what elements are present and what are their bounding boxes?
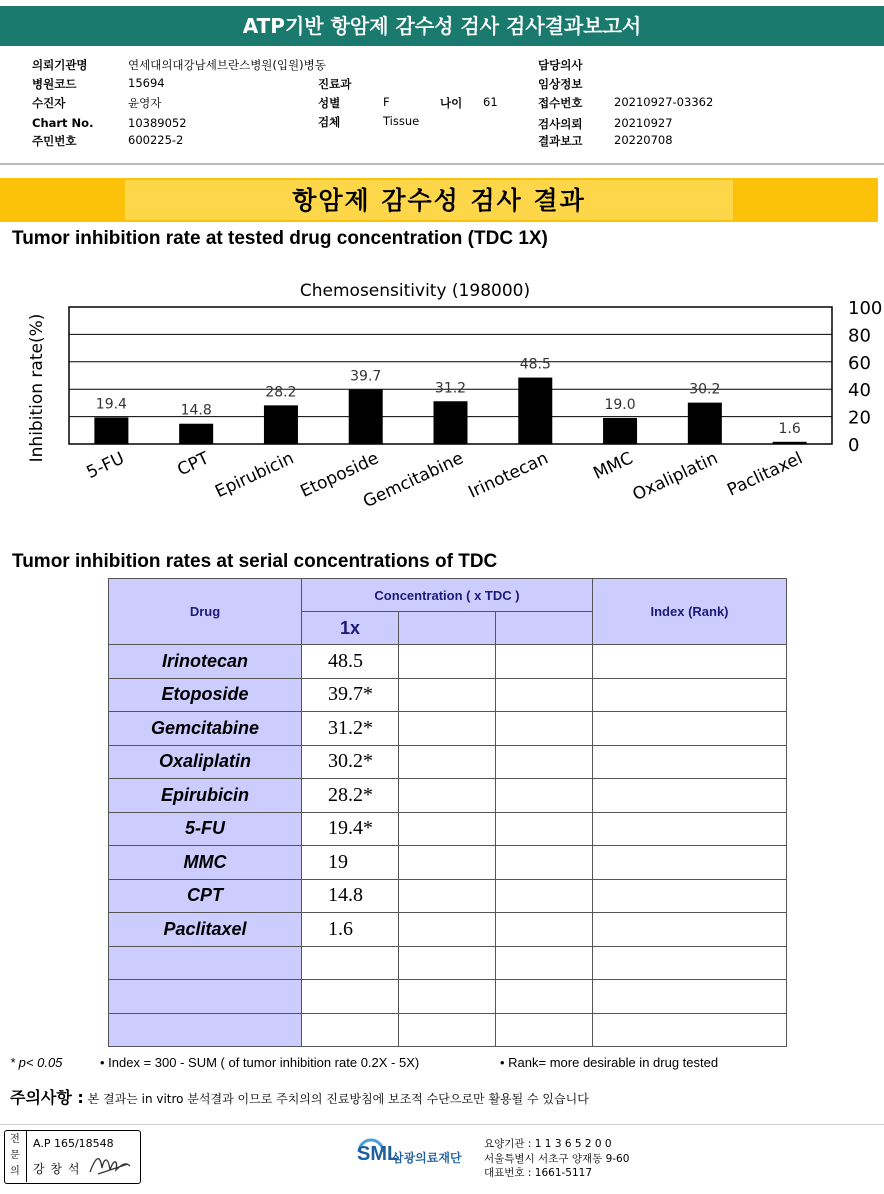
address: 서울특별시 서초구 양재동 9-60 <box>484 1152 630 1165</box>
empty-concentration-cell <box>399 980 496 1014</box>
concentration-header: Concentration ( x TDC ) <box>302 579 593 612</box>
empty-concentration-cell <box>496 678 593 712</box>
table-row <box>109 913 787 947</box>
table-row <box>109 745 787 779</box>
chart-label: Chart No. <box>32 116 94 130</box>
bar-value-label: 28.2 <box>265 384 297 401</box>
patient-value: 윤영자 <box>128 96 162 110</box>
p-value-note: * p< 0.05 <box>10 1055 63 1070</box>
empty-concentration-cell <box>399 846 496 880</box>
bar-value-label: 19.4 <box>95 396 127 413</box>
hospital-code-value: 15694 <box>128 76 165 90</box>
index-rank-cell <box>593 812 787 846</box>
bar <box>264 405 298 444</box>
x-tick-label: Epirubicin <box>212 448 298 503</box>
empty-concentration-cell <box>496 846 593 880</box>
request-value: 20210927 <box>614 116 673 130</box>
clinical-label: 임상정보 <box>538 77 583 91</box>
table-row <box>109 946 787 980</box>
caution-text: 본 결과는 in vitro 분석결과 이므로 주치의의 진료방침에 보조적 수단으로만 활용될 수 있습니다 <box>87 1092 589 1106</box>
drug-name-cell <box>109 980 302 1014</box>
drug-name-cell: CPT <box>109 879 302 913</box>
receipt-label: 접수번호 <box>538 96 583 110</box>
inhibition-1x-cell: 1.6 <box>302 913 399 947</box>
bar <box>773 442 807 444</box>
x-tick-label: Etoposide <box>297 448 382 502</box>
footer-divider <box>0 1124 884 1125</box>
logo-text: SML <box>357 1143 400 1165</box>
y-tick-label: 0 <box>848 435 860 456</box>
x-tick-label: Paclitaxel <box>724 448 806 501</box>
age-value: 61 <box>483 95 498 109</box>
y-tick-label: 40 <box>848 380 871 402</box>
bar-value-label: 48.5 <box>519 356 551 373</box>
table-row <box>109 980 787 1014</box>
caution-label: 주의사항 : <box>10 1088 84 1107</box>
inhibition-1x-cell: 30.2* <box>302 745 399 779</box>
stamp-side-label <box>4 1130 27 1182</box>
table-row <box>109 645 787 679</box>
inhibition-1x-cell <box>302 946 399 980</box>
index-note: • Index = 300 - SUM ( of tumor inhibition rate 0.2X - 5X) <box>100 1055 420 1070</box>
id-value: 600225-2 <box>128 133 184 147</box>
institution-value: 연세대의대강남세브란스병원(입원)병동 <box>128 58 326 72</box>
drug-name-cell: Irinotecan <box>109 645 302 679</box>
drug-name-cell: Epirubicin <box>109 779 302 813</box>
index-rank-cell <box>593 946 787 980</box>
inhibition-1x-cell: 31.2* <box>302 712 399 746</box>
y-tick-label: 60 <box>848 352 871 374</box>
y-tick-label: 80 <box>848 325 871 347</box>
x-tick-label: 5-FU <box>83 448 128 484</box>
phone-number: 대표번호 : 1661-5117 <box>484 1167 593 1179</box>
index-rank-cell <box>593 645 787 679</box>
drug-name-cell: MMC <box>109 846 302 880</box>
index-rank-cell <box>593 846 787 880</box>
index-rank-cell <box>593 879 787 913</box>
concentration-1x-header: 1x <box>302 612 399 645</box>
bar <box>518 378 552 444</box>
table-row <box>109 712 787 746</box>
bar-value-label: 39.7 <box>350 368 382 385</box>
ap-number: A.P 165/18548 <box>33 1137 114 1150</box>
drug-name-cell: Etoposide <box>109 678 302 712</box>
stamp-side-text: 전문의 <box>10 1134 20 1177</box>
index-rank-cell <box>593 678 787 712</box>
inhibition-1x-cell: 39.7* <box>302 678 399 712</box>
chemosensitivity-chart <box>0 270 884 540</box>
empty-concentration-cell <box>496 812 593 846</box>
drug-name-cell: Paclitaxel <box>109 913 302 947</box>
inhibition-1x-cell: 19.4* <box>302 812 399 846</box>
empty-concentration-cell <box>399 1013 496 1047</box>
empty-concentration-cell <box>496 712 593 746</box>
bar-value-label: 19.0 <box>604 396 636 413</box>
empty-concentration-cell <box>496 1013 593 1047</box>
empty-concentration-cell <box>399 745 496 779</box>
empty-concentration-cell <box>496 946 593 980</box>
index-rank-cell <box>593 913 787 947</box>
section2-title: Tumor inhibition rates at serial concentrations of TDC <box>12 551 498 572</box>
bar <box>94 417 128 444</box>
id-label: 주민번호 <box>32 134 77 148</box>
report-date-label: 결과보고 <box>538 134 583 148</box>
agency-number: 요양기관 : 1 1 3 6 5 2 0 0 <box>484 1138 612 1150</box>
y-tick-label: 100 <box>848 298 883 319</box>
doctor-label: 담당의사 <box>538 58 583 72</box>
empty-concentration-cell <box>399 913 496 947</box>
index-rank-cell <box>593 745 787 779</box>
age-label: 나이 <box>440 96 463 110</box>
rank-note: • Rank= more desirable in drug tested <box>500 1055 719 1070</box>
bar <box>434 401 468 444</box>
bar-value-label: 14.8 <box>180 402 212 419</box>
bar <box>179 424 213 444</box>
index-rank-cell <box>593 1013 787 1047</box>
index-rank-header: Index (Rank) <box>593 579 787 645</box>
report-title: ATP기반 항암제 감수성 검사 검사결과보고서 <box>0 6 884 46</box>
chart-value: 10389052 <box>128 116 187 130</box>
bar <box>688 403 722 444</box>
empty-concentration-cell <box>399 712 496 746</box>
sex-label: 성별 <box>318 96 341 110</box>
table-row <box>109 846 787 880</box>
y-tick-label: 20 <box>848 407 871 429</box>
table-row <box>109 812 787 846</box>
drug-name-cell: Oxaliplatin <box>109 745 302 779</box>
inhibition-1x-cell: 28.2* <box>302 779 399 813</box>
receipt-value: 20210927-03362 <box>614 95 714 109</box>
x-tick-label: Oxaliplatin <box>629 448 721 506</box>
x-tick-label: Gemcitabine <box>360 448 467 513</box>
empty-concentration-cell <box>496 645 593 679</box>
x-tick-label: MMC <box>590 448 637 484</box>
specimen-label: 검체 <box>318 115 341 129</box>
hospital-code-label: 병원코드 <box>32 77 77 91</box>
table-row <box>109 879 787 913</box>
empty-concentration-cell <box>496 913 593 947</box>
concentration-empty-header <box>399 612 496 645</box>
empty-concentration-cell <box>399 879 496 913</box>
signature-image <box>88 1150 134 1178</box>
empty-concentration-cell <box>399 645 496 679</box>
drug-table <box>108 578 787 1047</box>
x-tick-label: CPT <box>174 448 213 481</box>
banner-title: 항암제 감수성 검사 결과 <box>292 186 586 215</box>
empty-concentration-cell <box>399 779 496 813</box>
drug-name-cell <box>109 946 302 980</box>
table-row <box>109 678 787 712</box>
inhibition-1x-cell: 19 <box>302 846 399 880</box>
table-row <box>109 779 787 813</box>
index-rank-cell <box>593 980 787 1014</box>
empty-concentration-cell <box>496 745 593 779</box>
patient-label: 수진자 <box>32 96 66 110</box>
x-tick-label: Irinotecan <box>465 448 552 503</box>
doctor-name: 강 창 석 <box>33 1162 81 1176</box>
inhibition-1x-cell <box>302 980 399 1014</box>
request-label: 검사의뢰 <box>538 117 583 131</box>
inhibition-1x-cell: 14.8 <box>302 879 399 913</box>
bar-value-label: 1.6 <box>778 420 801 437</box>
divider <box>0 163 884 165</box>
drug-column-header: Drug <box>109 579 302 645</box>
empty-concentration-cell <box>399 678 496 712</box>
chart-y-axis-label: Inhibition rate(%) <box>27 313 47 463</box>
report-date-value: 20220708 <box>614 133 673 147</box>
drug-name-cell <box>109 1013 302 1047</box>
dept-label: 진료과 <box>318 77 352 91</box>
bar <box>603 418 637 444</box>
drug-name-cell: Gemcitabine <box>109 712 302 746</box>
concentration-empty-header <box>496 612 593 645</box>
footer-contact <box>484 1137 629 1181</box>
inhibition-1x-cell <box>302 1013 399 1047</box>
chart-title: Chemosensitivity (198000) <box>299 281 531 301</box>
index-rank-cell <box>593 712 787 746</box>
table-row <box>109 1013 787 1047</box>
institution-label: 의뢰기관명 <box>32 58 88 72</box>
empty-concentration-cell <box>399 946 496 980</box>
drug-name-cell: 5-FU <box>109 812 302 846</box>
empty-concentration-cell <box>399 812 496 846</box>
caution-note <box>10 1085 589 1108</box>
specimen-value: Tissue <box>383 114 420 128</box>
bar-value-label: 30.2 <box>689 381 721 398</box>
bar <box>349 390 383 444</box>
bar-value-label: 31.2 <box>434 380 467 397</box>
empty-concentration-cell <box>496 779 593 813</box>
index-rank-cell <box>593 779 787 813</box>
sex-value: F <box>383 95 390 109</box>
section1-title: Tumor inhibition rate at tested drug concentration (TDC 1X) <box>12 228 548 249</box>
empty-concentration-cell <box>496 980 593 1014</box>
organization-name: 삼광의료재단 <box>392 1151 462 1165</box>
inhibition-1x-cell: 48.5 <box>302 645 399 679</box>
empty-concentration-cell <box>496 879 593 913</box>
